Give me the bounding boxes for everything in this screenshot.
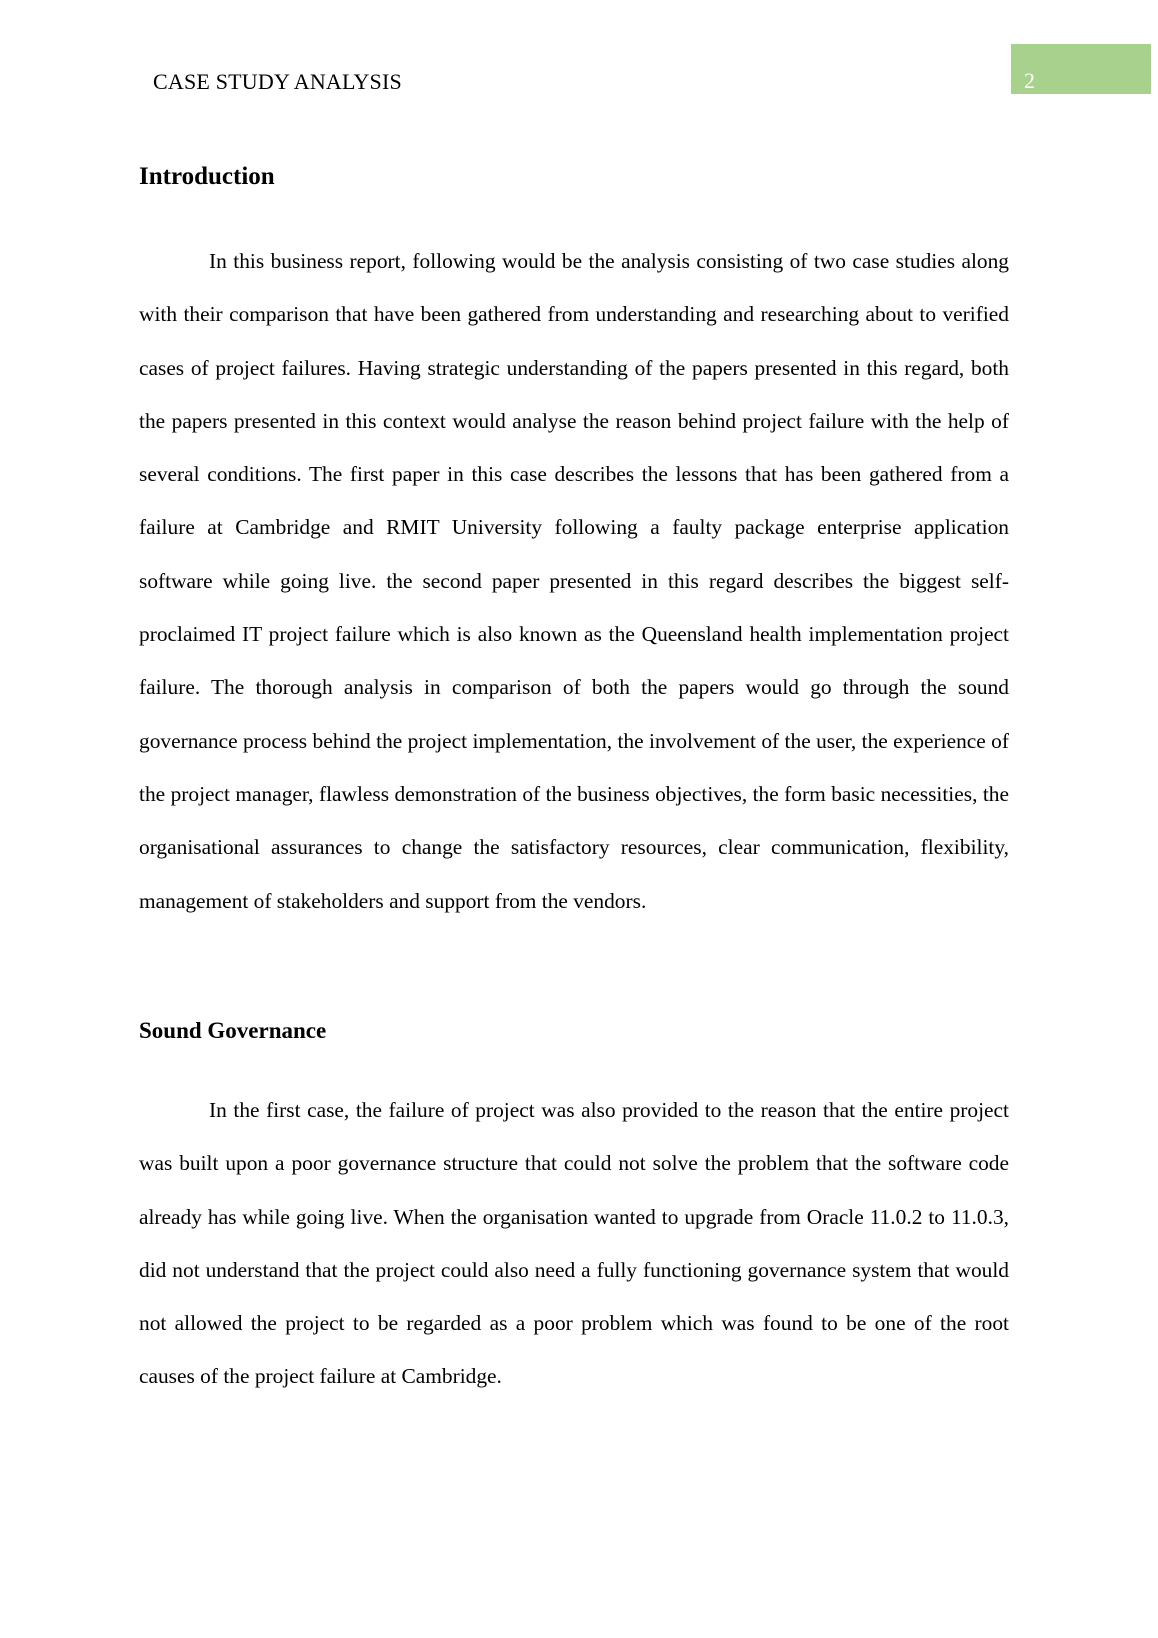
paragraph-introduction: In this business report, following would be the analysis consisting of two case studies along with their comparison that have been gathered from understanding and researching about to verified cases of project failures. Having strategic understanding of the papers presented in this regard, both the papers presented in this context would analyse the reason behind project failure with the help of several conditions. The first paper in this case describes the lessons that has been gathered from a failure at Cambridge and RMIT University following a faulty package enterprise application software while going live. the second paper presented in this regard describes the biggest self-proclaimed IT project failure which is also known as the Queensland health implementation project failure. The thorough analysis in comparison of both the papers would go through the sound governance process behind the project implementation, the involvement of the user, the experience of the project manager, flawless demonstration of the business objectives, the form basic necessities, the organisational assurances to change the satisfactory resources, clear communication, flexibility, management of stakeholders and support from the vendors. xyxy=(139,249,1009,913)
page-number: 2 xyxy=(1024,68,1035,93)
running-head: CASE STUDY ANALYSIS xyxy=(153,69,402,94)
paragraph-sound-governance: In the first case, the failure of project was also provided to the reason that the entire project was built upon a poor governance structure that could not solve the problem that the software code already has while going live. When the organisation wanted to upgrade from Oracle 11.0.2 to 11.0.3, did not understand that the project could also need a fully functioning governance system that would not allowed the project to be regarded as a poor problem which was found to be one of the root causes of the project failure at Cambridge. xyxy=(139,1098,1009,1389)
page-number-box xyxy=(1011,44,1151,94)
section-heading-sound-governance: Sound Governance xyxy=(139,1018,327,1043)
section-heading-introduction: Introduction xyxy=(139,163,275,190)
